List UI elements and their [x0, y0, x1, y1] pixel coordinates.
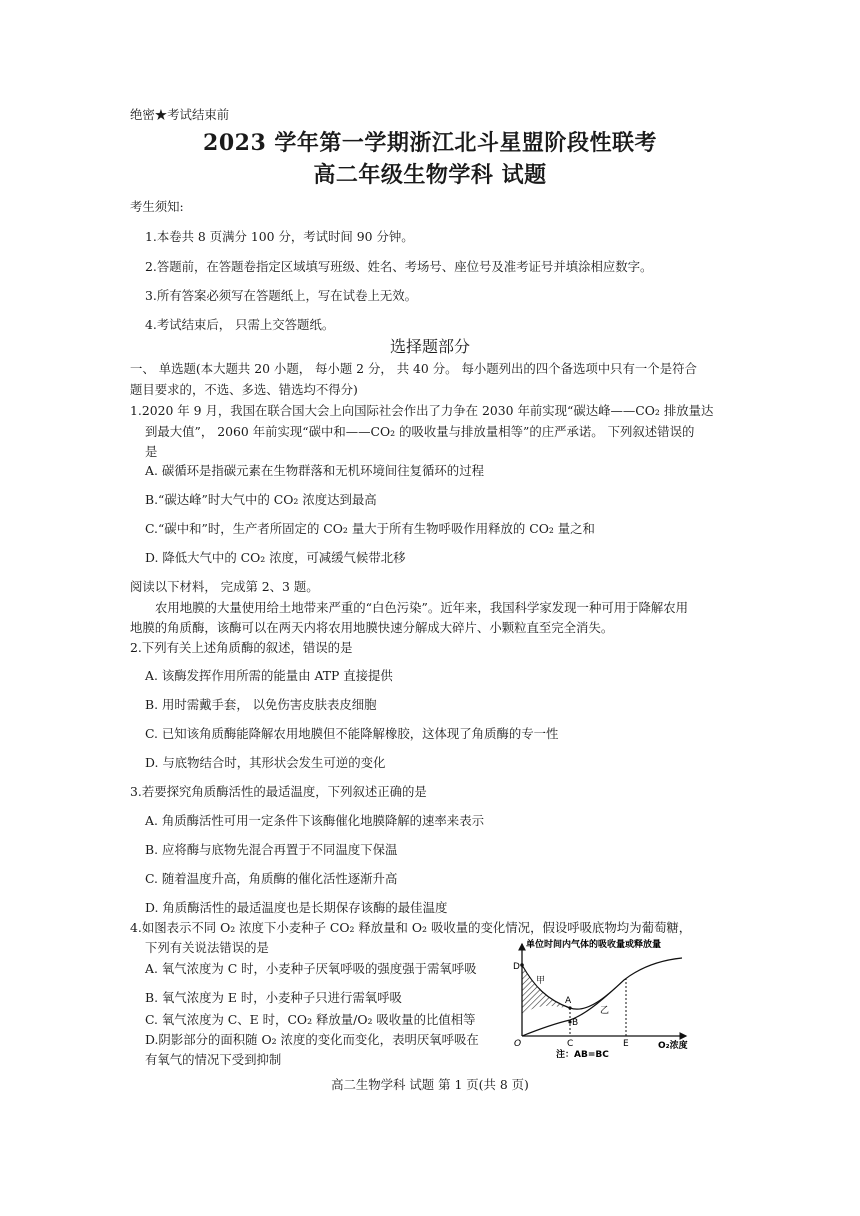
q4-option-a: A. 氧气浓度为 C 时，小麦种子厌氧呼吸的强度强于需氧呼吸 — [145, 961, 477, 976]
q1-option-a: A. 碳循环是指碳元素在生物群落和无机环境间往复循环的过程 — [145, 463, 484, 478]
section-title: 选择题部分 — [389, 337, 470, 356]
graph-xlabel: O₂浓度 — [658, 1041, 688, 1051]
notice-heading: 考生须知: — [130, 199, 184, 214]
q1-option-c: C.“碳中和”时，生产者所固定的 CO₂ 量大于所有生物呼吸作用释放的 CO₂ 量之和 — [145, 521, 595, 536]
respiration-graph — [512, 938, 702, 1060]
graph-note: 注：AB=BC — [556, 1050, 609, 1060]
part-instructions-cont: 题目要求的，不选、多选、错选均不得分) — [130, 382, 358, 397]
q1-stem-cont: 到最大值”， 2060 年前实现“碳中和——CO₂ 的吸收量与排放量相等”的庄严承诺。 下列叙述错误的 — [145, 424, 695, 439]
q2-option-c: C. 已知该角质酶能降解农用地膜但不能降解橡胶，这体现了角质酶的专一性 — [145, 726, 559, 741]
graph-label-yi: 乙 — [600, 1006, 610, 1016]
graph-label-origin: O — [514, 1039, 522, 1049]
exam-title: 2023 学年第一学期浙江北斗星盟阶段性联考 — [203, 130, 657, 156]
notice-item: 4.考试结束后， 只需上交答题纸。 — [145, 317, 335, 332]
page-footer: 高二生物学科 试题 第 1 页(共 8 页) — [331, 1077, 529, 1092]
graph-label-d: D — [513, 962, 520, 972]
graph-label-e: E — [623, 1039, 629, 1049]
q4-stem-cont: 下列有关说法错误的是 — [145, 940, 269, 955]
q2-option-b: B. 用时需戴手套， 以免伤害皮肤表皮细胞 — [145, 697, 377, 712]
graph-label-jia: 甲 — [536, 976, 546, 986]
graph-label-c: C — [567, 1039, 574, 1049]
reading-intro: 阅读以下材料， 完成第 2、3 题。 — [130, 579, 319, 594]
shaded-area — [522, 965, 570, 1015]
q2-stem: 2.下列有关上述角质酶的叙述，错误的是 — [130, 640, 353, 655]
q2-option-d: D. 与底物结合时，其形状会发生可逆的变化 — [145, 755, 386, 770]
graph-label-b: B — [572, 1018, 579, 1028]
q1-option-d: D. 降低大气中的 CO₂ 浓度，可减缓气候带北移 — [145, 550, 406, 565]
secret-label: 绝密★考试结束前 — [130, 107, 230, 122]
respiration-graph-svg — [512, 938, 702, 1060]
q4-option-d-cont: 有氧气的情况下受到抑制 — [145, 1052, 282, 1067]
q3-option-d: D. 角质酶活性的最适温度也是长期保存该酶的最佳温度 — [145, 900, 448, 915]
exam-subtitle: 高二年级生物学科 试题 — [313, 162, 547, 188]
q3-option-a: A. 角质酶活性可用一定条件下该酶催化地膜降解的速率来表示 — [145, 813, 484, 828]
q3-stem: 3.若要探究角质酶活性的最适温度，下列叙述正确的是 — [130, 784, 427, 799]
part-instructions: 一、 单选题(本大题共 20 小题， 每小题 2 分， 共 40 分。 每小题列出的四个备选项中只有一个是符合 — [130, 361, 697, 376]
q2-option-a: A. 该酶发挥作用所需的能量由 ATP 直接提供 — [145, 668, 393, 683]
q3-option-c: C. 随着温度升高，角质酶的催化活性逐渐升高 — [145, 871, 398, 886]
q4-stem: 4.如图表示不同 O₂ 浓度下小麦种子 CO₂ 释放量和 O₂ 吸收量的变化情况，假设呼吸底物均为葡萄糖， — [130, 920, 692, 935]
q1-stem-cont: 是 — [145, 444, 158, 459]
q1-option-b: B.“碳达峰”时大气中的 CO₂ 浓度达到最高 — [145, 492, 377, 507]
q1-stem: 1.2020 年 9 月，我国在联合国大会上向国际社会作出了力争在 2030 年前实现“碳达峰——CO₂ 排放量达 — [130, 403, 714, 418]
point-d — [520, 963, 524, 967]
reading-passage-cont: 地膜的角质酶，该酶可以在两天内将农用地膜快速分解成大碎片、小颗粒直至完全消失。 — [130, 620, 614, 635]
q4-option-d: D.阴影部分的面积随 O₂ 浓度的变化而变化，表明厌氧呼吸在 — [145, 1032, 479, 1047]
reading-passage: 农用地膜的大量使用给土地带来严重的“白色污染”。近年来，我国科学家发现一种可用于降解农用 — [155, 600, 689, 615]
graph-label-a: A — [565, 996, 572, 1006]
q3-option-b: B. 应将酶与底物先混合再置于不同温度下保温 — [145, 842, 398, 857]
notice-item: 2.答题前，在答题卷指定区域填写班级、姓名、考场号、座位号及准考证号并填涂相应数字。 — [145, 259, 653, 274]
notice-item: 1.本卷共 8 页满分 100 分，考试时间 90 分钟。 — [145, 229, 414, 244]
graph-ylabel: 单位时间内气体的吸收量或释放量 — [526, 940, 662, 950]
q4-option-b: B. 氧气浓度为 E 时，小麦种子只进行需氧呼吸 — [145, 990, 402, 1005]
point-a — [568, 1006, 571, 1009]
q4-option-c: C. 氧气浓度为 C、E 时，CO₂ 释放量/O₂ 吸收量的比值相等 — [145, 1012, 476, 1027]
notice-item: 3.所有答案必须写在答题纸上，写在试卷上无效。 — [145, 288, 418, 303]
